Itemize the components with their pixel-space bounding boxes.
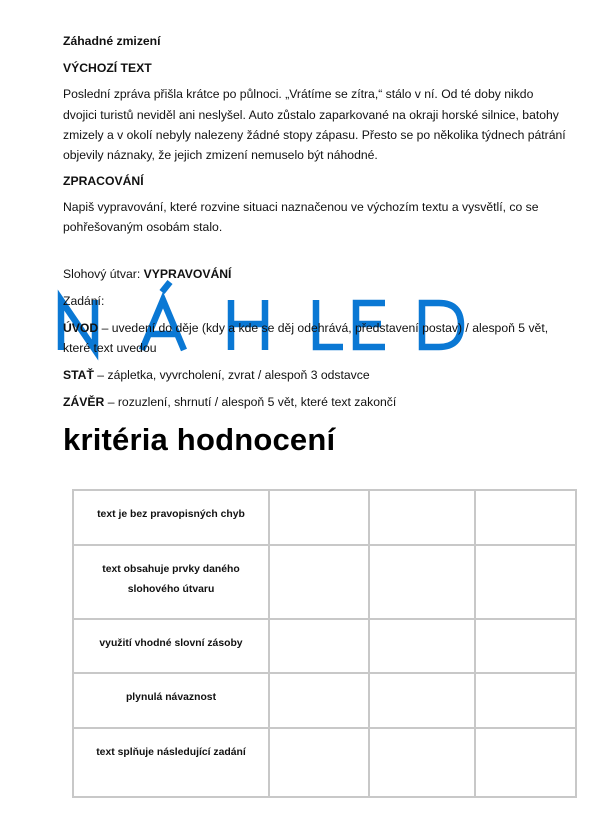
criteria-heading: kritéria hodnocení (63, 422, 336, 457)
score-cell[interactable] (369, 619, 475, 673)
criterion-label-line: text obsahuje prvky daného (102, 564, 240, 575)
document-title: Záhadné zmizení (63, 34, 161, 48)
body-line (63, 365, 370, 385)
intro-label: ÚVOD (63, 321, 99, 335)
score-cell[interactable] (475, 619, 576, 673)
score-cell[interactable] (269, 545, 369, 619)
score-cell[interactable] (369, 545, 475, 619)
section-heading-source-text: VÝCHOZÍ TEXT (63, 61, 152, 75)
score-cell[interactable] (269, 619, 369, 673)
criteria-row (73, 545, 576, 619)
criterion-label: text je bez pravopisných chyb (73, 490, 269, 545)
criterion-label (73, 545, 269, 619)
source-text-line: dvojici turistů neviděl ani neslyšel. Auto zůstalo zaparkované na okraji horské silnice, batohy (63, 108, 559, 122)
source-text-line: objevily náznaky, že jejich zmizení nemuselo být náhodné. (63, 148, 378, 162)
criteria-table (72, 489, 577, 798)
conclusion-label: ZÁVĚR (63, 395, 105, 409)
score-cell[interactable] (369, 728, 475, 797)
form-value: VYPRAVOVÁNÍ (143, 267, 232, 281)
criterion-label: text splňuje následující zadání (73, 728, 269, 797)
body-text: – zápletka, vyvrcholení, zvrat / alespoň 3 odstavce (93, 368, 370, 382)
source-text-line: Poslední zpráva přišla krátce po půlnoci. „Vrátíme se zítra,“ stálo v ní. Od té doby nikdo (63, 87, 534, 101)
body-label: STAŤ (63, 368, 94, 382)
criterion-label: využití vhodné slovní zásoby (73, 619, 269, 673)
criteria-row (73, 673, 576, 728)
criteria-row (73, 728, 576, 797)
criterion-label-line: slohového útvaru (127, 584, 215, 595)
criteria-row (73, 619, 576, 673)
criterion-label: plynulá návaznost (73, 673, 269, 728)
task-text-line: Napiš vypravování, které rozvine situaci naznačenou ve výchozím textu a vysvětlí, co se (63, 200, 539, 214)
score-cell[interactable] (475, 490, 576, 545)
score-cell[interactable] (269, 490, 369, 545)
intro-line-2: které text uvedou (63, 341, 157, 355)
conclusion-text: – rozuzlení, shrnutí / alespoň 5 vět, které text zakončí (104, 395, 397, 409)
criteria-row (73, 490, 576, 545)
form-line (63, 264, 231, 284)
intro-line (63, 318, 548, 338)
conclusion-line (63, 392, 396, 412)
section-heading-task: ZPRACOVÁNÍ (63, 174, 144, 188)
score-cell[interactable] (269, 728, 369, 797)
source-text-line: zmizely a v okolí nebyly nalezeny žádné stopy zápasu. Přesto se po několika týdnech pátrání (63, 128, 566, 142)
intro-text: – uvedení do děje (kdy a kde se děj odehrává, představení postav) / alespoň 5 vět, (98, 321, 549, 335)
score-cell[interactable] (475, 673, 576, 728)
assignment-label: Zadání: (63, 294, 105, 308)
score-cell[interactable] (369, 490, 475, 545)
form-label: Slohový útvar: (63, 267, 144, 281)
score-cell[interactable] (369, 673, 475, 728)
score-cell[interactable] (475, 545, 576, 619)
score-cell[interactable] (475, 728, 576, 797)
score-cell[interactable] (269, 673, 369, 728)
task-text-line: pohřešovaným osobám stalo. (63, 220, 223, 234)
